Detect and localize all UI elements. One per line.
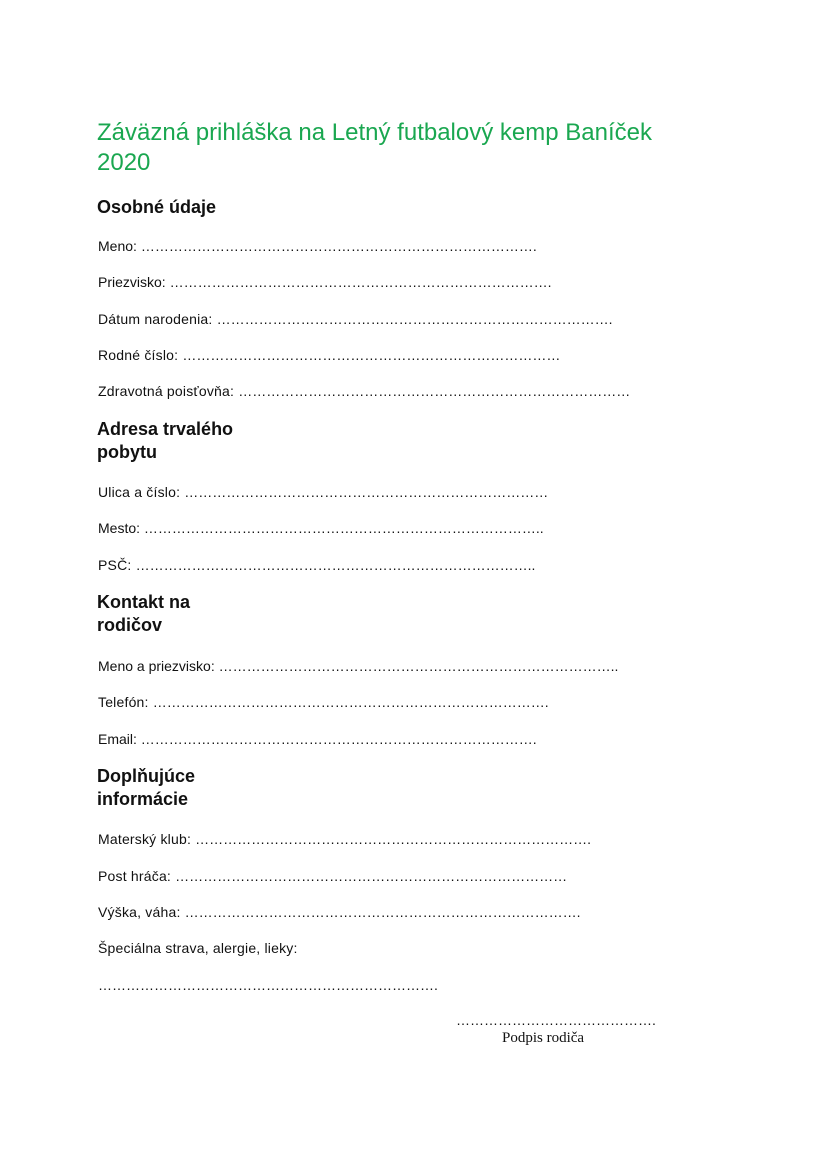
fill-in-dots: ……………………………………………………………………… [182, 347, 561, 363]
fill-in-dots: …………………………………………………………………………. [184, 904, 581, 920]
fill-in-dots: …………………………………………………………………………. [140, 731, 537, 747]
fill-in-dots: ………………………………………………………………………….. [143, 520, 544, 536]
field-last-name[interactable] [98, 273, 551, 291]
form-title: Záväzná prihláška na Letný futbalový kemp Baníček 2020 [97, 119, 652, 176]
signature-label: Podpis rodiča [502, 1030, 585, 1046]
field-label: Ulica a číslo: [98, 484, 185, 500]
field-special-diet [98, 939, 298, 957]
field-label: Meno a priezvisko: [98, 658, 219, 674]
field-email[interactable] [98, 730, 537, 748]
fill-in-dots: ………………………………………………………………………….. [218, 658, 619, 674]
field-label: Post hráča: [98, 868, 176, 884]
heading-line: Adresa trvalého [97, 419, 234, 439]
fill-in-dots: …………………………………………………………………………. [216, 311, 613, 327]
fill-in-dots: ………………………………………………………………………….. [135, 557, 536, 573]
field-home-club[interactable] [98, 830, 591, 848]
field-label: Rodné číslo: [98, 347, 183, 363]
field-label: PSČ: [98, 557, 136, 573]
heading-line: rodičov [97, 615, 163, 635]
field-label: Telefón: [98, 694, 153, 710]
field-postal-code[interactable] [98, 556, 535, 574]
field-birth-number[interactable] [98, 346, 560, 364]
field-label: Zdravotná poisťovňa: [98, 383, 239, 399]
field-parent-name[interactable] [98, 657, 618, 675]
field-label: Meno: [98, 238, 141, 254]
field-phone[interactable] [98, 693, 549, 711]
section-heading-personal: Osobné údaje [97, 197, 217, 217]
fill-in-dots: …………………………………………………………………………. [140, 238, 537, 254]
field-health-insurance[interactable] [98, 382, 630, 400]
section-heading-additional [97, 765, 195, 811]
field-label: Výška, váha: [98, 904, 185, 920]
field-label: Email: [98, 731, 141, 747]
fill-in-dots: …………………………………………………………………………. [152, 694, 549, 710]
section-heading-address [97, 418, 233, 464]
field-label: Špeciálna strava, alergie, lieky: [98, 940, 298, 956]
fill-in-dots: …………………………………………………………………… [184, 484, 549, 500]
field-first-name[interactable] [98, 237, 537, 255]
field-player-position[interactable] [98, 867, 567, 885]
fill-in-dots: ………………………………………………………………………. [169, 274, 552, 290]
heading-line: informácie [97, 789, 189, 809]
heading-line: pobytu [97, 442, 157, 462]
field-height-weight[interactable] [98, 903, 581, 921]
field-special-diet-input[interactable]: ………………………………………………………………. [98, 977, 438, 993]
heading-line: Doplňujúce [97, 766, 195, 786]
fill-in-dots: ………………………………………………………………………… [175, 868, 568, 884]
field-birth-date[interactable] [98, 310, 612, 328]
field-street[interactable] [98, 483, 548, 501]
field-label: Priezvisko: [98, 274, 170, 290]
field-label: Mesto: [98, 520, 144, 536]
section-heading-parents [97, 591, 190, 637]
field-label: Materský klub: [98, 831, 196, 847]
signature-line[interactable]: ……………………………………. [456, 1012, 656, 1028]
fill-in-dots: ………………………………………………………………………… [238, 383, 631, 399]
heading-line: Kontakt na [97, 592, 191, 612]
fill-in-dots: …………………………………………………………………………. [195, 831, 592, 847]
field-label: Dátum narodenia: [98, 311, 217, 327]
field-city[interactable] [98, 519, 544, 537]
